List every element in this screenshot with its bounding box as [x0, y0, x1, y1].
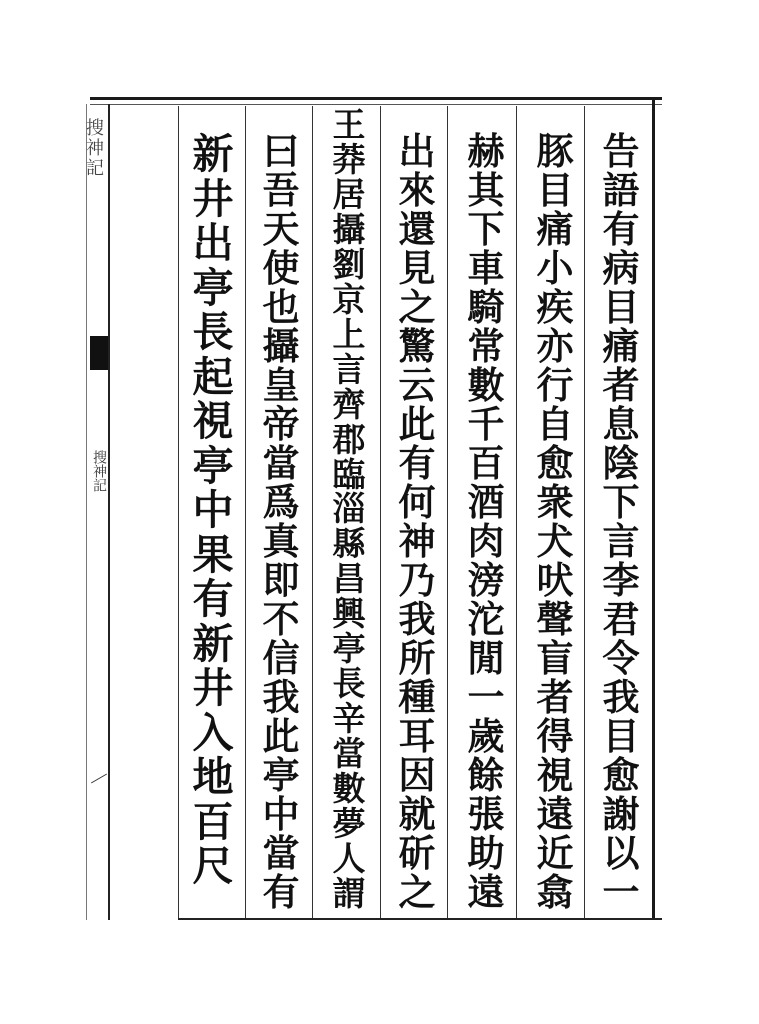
text-character: 我: [398, 597, 436, 641]
text-character: 我: [602, 675, 640, 719]
text-character: 告: [602, 129, 640, 173]
text-character: 亦: [536, 324, 574, 368]
text-character: 歲: [467, 714, 505, 758]
text-column-7: [188, 132, 238, 889]
text-character: 之: [398, 870, 436, 914]
text-character: 數: [332, 769, 366, 809]
text-character: 出: [398, 129, 436, 173]
text-character: 因: [398, 753, 436, 797]
text-character: 信: [262, 636, 300, 680]
text-character: 出: [192, 219, 234, 267]
text-character: 謝: [602, 792, 640, 836]
text-character: 有: [602, 207, 640, 251]
text-character: 百: [192, 797, 234, 846]
text-character: 者: [536, 675, 574, 719]
text-character: 興: [332, 594, 366, 634]
text-character: 目: [536, 168, 574, 212]
column-rule: [516, 106, 517, 918]
text-character: 齊: [332, 384, 366, 424]
text-column-6: [256, 129, 306, 914]
text-character: 遠: [467, 870, 505, 914]
text-character: 亭: [192, 263, 234, 312]
text-character: 語: [602, 168, 640, 212]
column-rule: [584, 106, 585, 918]
text-character: 劉: [332, 244, 366, 284]
text-character: 攝: [262, 324, 300, 368]
spine-chapter-label: 搜神記: [91, 450, 107, 492]
text-character: 曰: [262, 129, 300, 173]
text-character: 盲: [536, 636, 574, 680]
text-character: 犬: [536, 519, 574, 563]
text-character: 當: [262, 831, 300, 875]
text-character: 愈: [602, 753, 640, 797]
text-character: 居: [332, 174, 366, 214]
text-character: 驚: [398, 324, 436, 368]
text-character: 縣: [332, 524, 366, 564]
text-character: 入: [192, 708, 234, 757]
text-character: 得: [536, 714, 574, 758]
text-character: 耳: [398, 714, 436, 758]
text-character: 井: [192, 174, 234, 223]
text-character: 行: [536, 363, 574, 407]
text-character: 令: [602, 636, 640, 680]
text-character: 百: [467, 441, 505, 485]
text-character: 何: [398, 480, 436, 524]
text-character: 痛: [602, 324, 640, 368]
text-character: 目: [602, 714, 640, 758]
text-character: 亭: [192, 441, 234, 490]
text-character: 我: [262, 675, 300, 719]
text-character: 君: [602, 597, 640, 641]
text-character: 陰: [602, 441, 640, 485]
text-character: 下: [602, 480, 640, 524]
text-character: 痛: [536, 207, 574, 251]
text-character: 中: [192, 486, 234, 534]
text-column-5: [324, 105, 374, 913]
text-character: 上: [332, 314, 366, 354]
text-character: 有: [398, 441, 436, 485]
text-character: 小: [536, 246, 574, 290]
text-column-1: [596, 129, 646, 914]
text-character: 自: [536, 402, 574, 446]
text-character: 亭: [262, 753, 300, 797]
text-character: 愈: [536, 441, 574, 485]
text-character: 不: [262, 597, 300, 641]
column-rule: [447, 106, 448, 918]
frame-right-border: [652, 100, 655, 920]
text-character: 種: [398, 675, 436, 719]
text-character: 亭: [332, 629, 366, 669]
text-character: 來: [398, 168, 436, 212]
text-character: 莽: [332, 139, 366, 179]
text-character: 病: [602, 246, 640, 290]
text-character: 視: [192, 397, 234, 445]
text-character: 新: [192, 619, 234, 668]
text-character: 此: [262, 714, 300, 758]
frame-top-inner-border: [90, 104, 662, 105]
text-character: 張: [467, 792, 505, 836]
text-character: 有: [192, 575, 234, 623]
text-character: 果: [192, 530, 234, 579]
text-character: 吠: [536, 558, 574, 602]
text-character: 目: [602, 285, 640, 329]
text-character: 夢: [332, 804, 366, 844]
text-character: 長: [332, 664, 366, 704]
frame-bottom-border: [178, 918, 662, 920]
text-character: 王: [332, 105, 366, 144]
text-character: 天: [262, 207, 300, 251]
text-character: 郡: [332, 419, 366, 459]
text-character: 帝: [262, 402, 300, 446]
text-character: 息: [602, 402, 640, 446]
text-character: 騎: [467, 285, 505, 329]
text-character: 以: [602, 831, 640, 875]
text-character: 謂: [332, 873, 366, 913]
text-character: 新: [192, 130, 234, 178]
text-character: 長: [192, 308, 234, 356]
text-character: 車: [467, 246, 505, 290]
text-character: 遠: [536, 792, 574, 836]
text-character: 聲: [536, 597, 574, 641]
column-rule: [178, 106, 179, 918]
text-character: 肉: [467, 519, 505, 563]
text-character: 臨: [332, 454, 366, 494]
text-character: 攝: [332, 209, 366, 249]
text-character: 地: [192, 753, 234, 801]
text-character: 李: [602, 558, 640, 602]
text-character: 者: [602, 363, 640, 407]
text-character: 疾: [536, 285, 574, 329]
text-character: 豚: [536, 129, 574, 173]
column-rule: [245, 106, 246, 918]
text-column-4: [392, 129, 442, 914]
text-character: 有: [262, 870, 300, 914]
text-character: 云: [398, 363, 436, 407]
column-rule: [312, 106, 313, 918]
text-character: 京: [332, 279, 366, 319]
spine-tick-mark: [91, 774, 107, 784]
text-character: 衆: [536, 480, 574, 524]
text-character: 皇: [262, 363, 300, 407]
text-character: 尺: [192, 842, 234, 890]
text-character: 言: [332, 349, 366, 389]
column-rule: [380, 106, 381, 918]
text-character: 吾: [262, 168, 300, 212]
text-character: 使: [262, 246, 300, 290]
text-character: 昌: [332, 559, 366, 599]
text-character: 赫: [467, 129, 505, 173]
text-character: 乃: [398, 558, 436, 602]
text-character: 也: [262, 285, 300, 329]
text-column-2: [530, 129, 580, 914]
text-character: 沱: [467, 597, 505, 641]
text-character: 井: [192, 664, 234, 712]
text-column-3: [461, 129, 511, 914]
spine-outer-line: [86, 104, 87, 920]
text-character: 滂: [467, 558, 505, 602]
text-character: 數: [467, 363, 505, 407]
text-character: 其: [467, 168, 505, 212]
text-character: 神: [398, 519, 436, 563]
text-character: 下: [467, 207, 505, 251]
text-character: 淄: [332, 489, 366, 529]
text-character: 斫: [398, 831, 436, 875]
text-character: 爲: [262, 480, 300, 524]
fish-tail-mark: [90, 336, 108, 370]
text-character: 一: [467, 675, 505, 719]
text-character: 所: [398, 636, 436, 680]
text-character: 言: [602, 519, 640, 563]
text-character: 真: [262, 519, 300, 563]
text-character: 助: [467, 831, 505, 875]
text-character: 之: [398, 285, 436, 329]
text-character: 中: [262, 792, 300, 836]
frame-top-border: [90, 97, 662, 100]
text-character: 酒: [467, 480, 505, 524]
spine-inner-line: [108, 104, 110, 920]
text-character: 一: [602, 870, 640, 914]
spine-title: 搜神記: [83, 118, 104, 178]
text-character: 起: [192, 352, 234, 401]
text-character: 當: [262, 441, 300, 485]
text-character: 視: [536, 753, 574, 797]
text-character: 還: [398, 207, 436, 251]
text-character: 當: [332, 734, 366, 774]
text-character: 千: [467, 402, 505, 446]
text-character: 此: [398, 402, 436, 446]
text-character: 即: [262, 558, 300, 602]
text-character: 常: [467, 324, 505, 368]
text-character: 近: [536, 831, 574, 875]
text-character: 辛: [332, 699, 366, 739]
text-character: 人: [332, 839, 366, 879]
text-character: 就: [398, 792, 436, 836]
text-character: 餘: [467, 753, 505, 797]
text-character: 翕: [536, 870, 574, 914]
text-character: 見: [398, 246, 436, 290]
text-character: 閒: [467, 636, 505, 680]
